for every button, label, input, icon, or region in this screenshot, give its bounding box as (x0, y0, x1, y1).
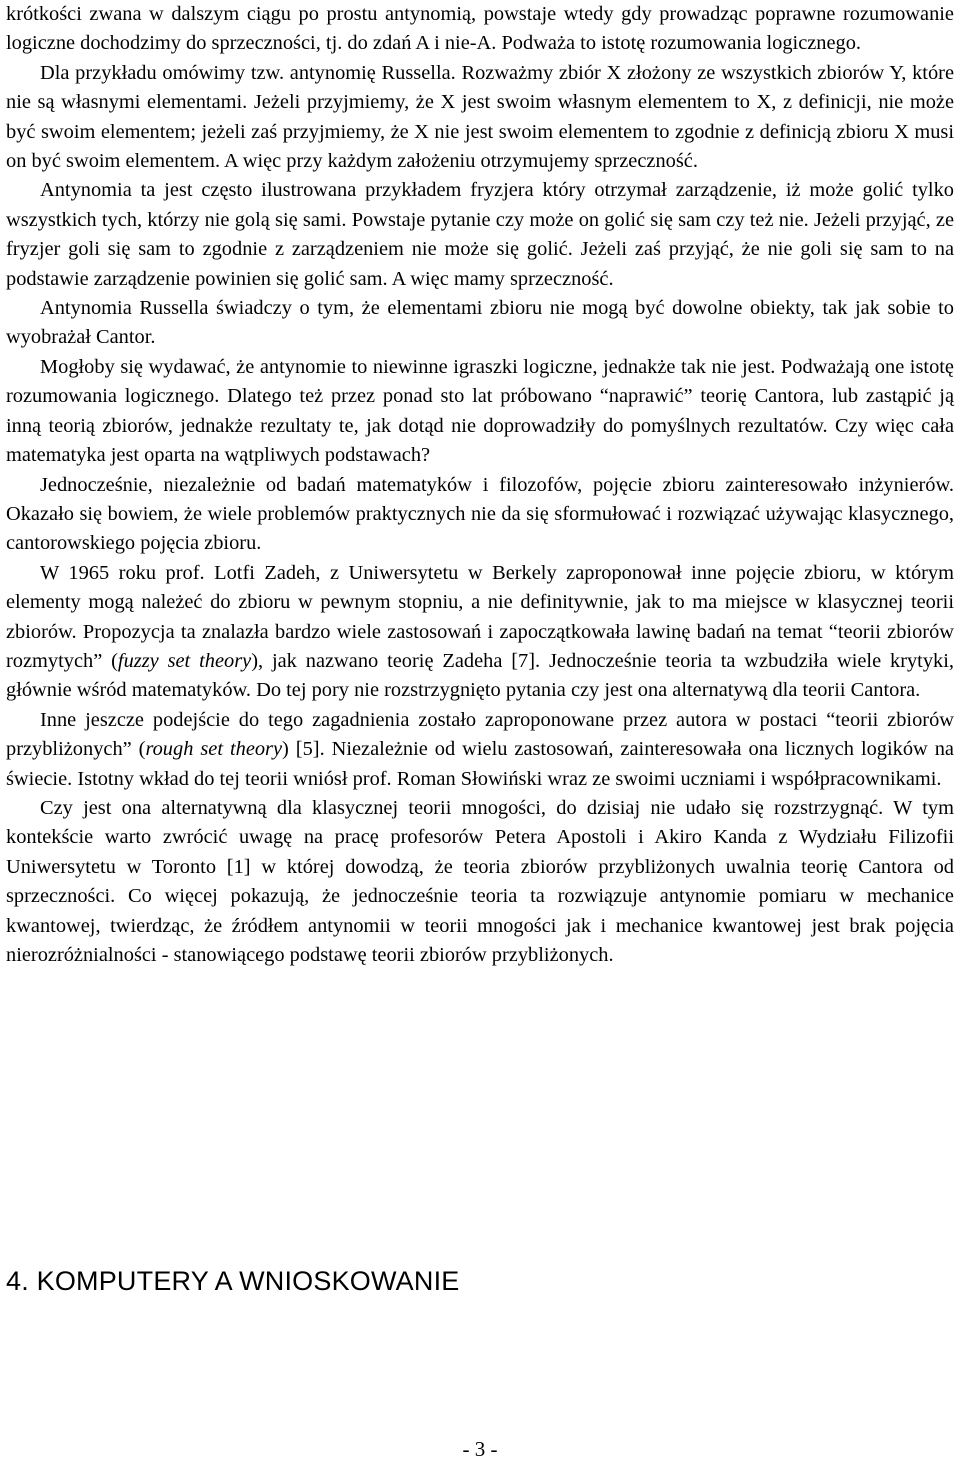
paragraph-3 (6, 176, 954, 294)
section-heading: 4. KOMPUTERY A WNIOSKOWANIE (6, 1266, 460, 1296)
paragraph-1 (6, 0, 954, 59)
italic-term: rough set theory (145, 738, 283, 761)
paragraph-text: Dla przykładu omówimy tzw. antynomię Russella. Rozważmy zbiór X złożony ze wszystkich zbiorów Y, które nie są własnymi elementami. Jeżeli przyjmiemy, że X jest swoim własnym elementem to X, z definicji, nie może być swoim elementem; jeżeli zaś przyjmiemy, że X nie jest swoim elementem to zgodnie z definicją zbioru X musi on być swoim elementem. A więc przy każdym założeniu otrzymujemy sprzeczność. (6, 61, 954, 173)
paragraph-text: Antynomia Russella świadczy o tym, że elementami zbioru nie mogą być dowolne obiekty, tak jak sobie to wyobrażał Cantor. (6, 297, 954, 349)
paragraph-6 (6, 471, 954, 559)
paragraph-2 (6, 59, 954, 177)
paragraph-text: Antynomia ta jest często ilustrowana przykładem fryzjera który otrzymał zarządzenie, iż może golić tylko wszystkich tych, którzy nie golą się sami. Powstaje pytanie czy może on golić się sam czy też nie. Jeżeli przyjąć, ze fryzjer goli się sam to zgodnie z zarządzeniem nie może się golić. Jeżeli zaś przyjąć, że nie goli się sam to na podstawie zarządzenie powinien się golić sam. A więc mamy sprzeczność. (6, 179, 954, 290)
paragraph-text: Inne jeszcze podejście do tego zagadnienia zostało zaproponowane przez autora w postaci “teorii zbiorów przybliżonych” ( (6, 708, 954, 761)
paragraph-8 (6, 706, 954, 794)
paragraph-text: ) [5]. Niezależnie od wielu zastosowań, zainteresowała ona licznych logików na świecie. Istotny wkład do tej teorii wniósł prof. Roman Słowiński wraz ze swoimi uczniami i współpracownikami. (6, 738, 954, 790)
paragraph-text: Jednocześnie, niezależnie od badań matematyków i filozofów, pojęcie zbioru zainteresowało inżynierów. Okazało się bowiem, że wiele problemów praktycznych nie da się sformułować i rozwiązać używając klasycznego, cantorowskiego pojęcia zbioru. (6, 473, 954, 555)
paragraph-text: krótkości zwana w dalszym ciągu po prostu antynomią, powstaje wtedy gdy prowadząc poprawne rozumowanie logiczne dochodzimy do sprzeczności, tj. do zdań A i nie-A. Podważa to istotę rozumowania logicznego. (6, 3, 954, 55)
italic-term: fuzzy set theory (117, 649, 252, 672)
document-body (6, 0, 954, 970)
paragraph-text: ), jak nazwano teorię Zadeha [7]. Jednocześnie teoria ta wzbudziła wiele krytyki, głównie wśród matematyków. Do tej pory nie rozstrzygnięto pytania czy jest ona alternatywą dla teorii Cantora. (6, 649, 954, 702)
page-number: - 3 - (462, 1437, 498, 1461)
paragraph-text: Mogłoby się wydawać, że antynomie to niewinne igraszki logiczne, jednakże tak nie jest. Podważają one istotę rozumowania logicznego. Dlatego też przez ponad sto lat próbowano “naprawić” teorię Cantora, lub zastąpić ją inną teorią zbiorów, jednakże rezultaty te, jak dotąd nie doprowadziły do pomyślnych rezultatów. Czy więc cała matematyka jest oparta na wątpliwych podstawach? (6, 355, 954, 467)
paragraph-text: Czy jest ona alternatywną dla klasycznej teorii mnogości, do dzisiaj nie udało się rozstrzygnąć. W tym kontekście warto zwrócić uwagę na pracę profesorów Petera Apostoli i Akiro Kanda z Wydziału Filizofii Uniwersytetu w Toronto [1] w której dowodzą, że teoria zbiorów przybliżonych uwalnia teorię Cantora od sprzeczności. Co więcej pokazują, że jednocześnie teoria ta rozwiązuje antynomie pomiaru w mechanice kwantowej, twierdząc, że źródłem antynomii w teorii mnogości jak i mechanice kwantowej jest brak pojęcia nierozróżnialności - stanowiącego podstawę teorii zbiorów przybliżonych. (6, 796, 954, 966)
paragraph-7 (6, 559, 954, 706)
paragraph-4 (6, 294, 954, 353)
paragraph-5 (6, 353, 954, 471)
paragraph-9 (6, 794, 954, 970)
paragraph-text: W 1965 roku prof. Lotfi Zadeh, z Uniwersytetu w Berkely zaproponował inne pojęcie zbioru, w którym elementy mogą należeć do zbioru w pewnym stopniu, a nie definitywnie, jak to ma miejsce w klasycznej teorii zbiorów. Propozycja ta znalazła bardzo wiele zastosowań i zapoczątkowała lawinę badań na temat “teorii zbiorów rozmytych” ( (6, 561, 954, 672)
